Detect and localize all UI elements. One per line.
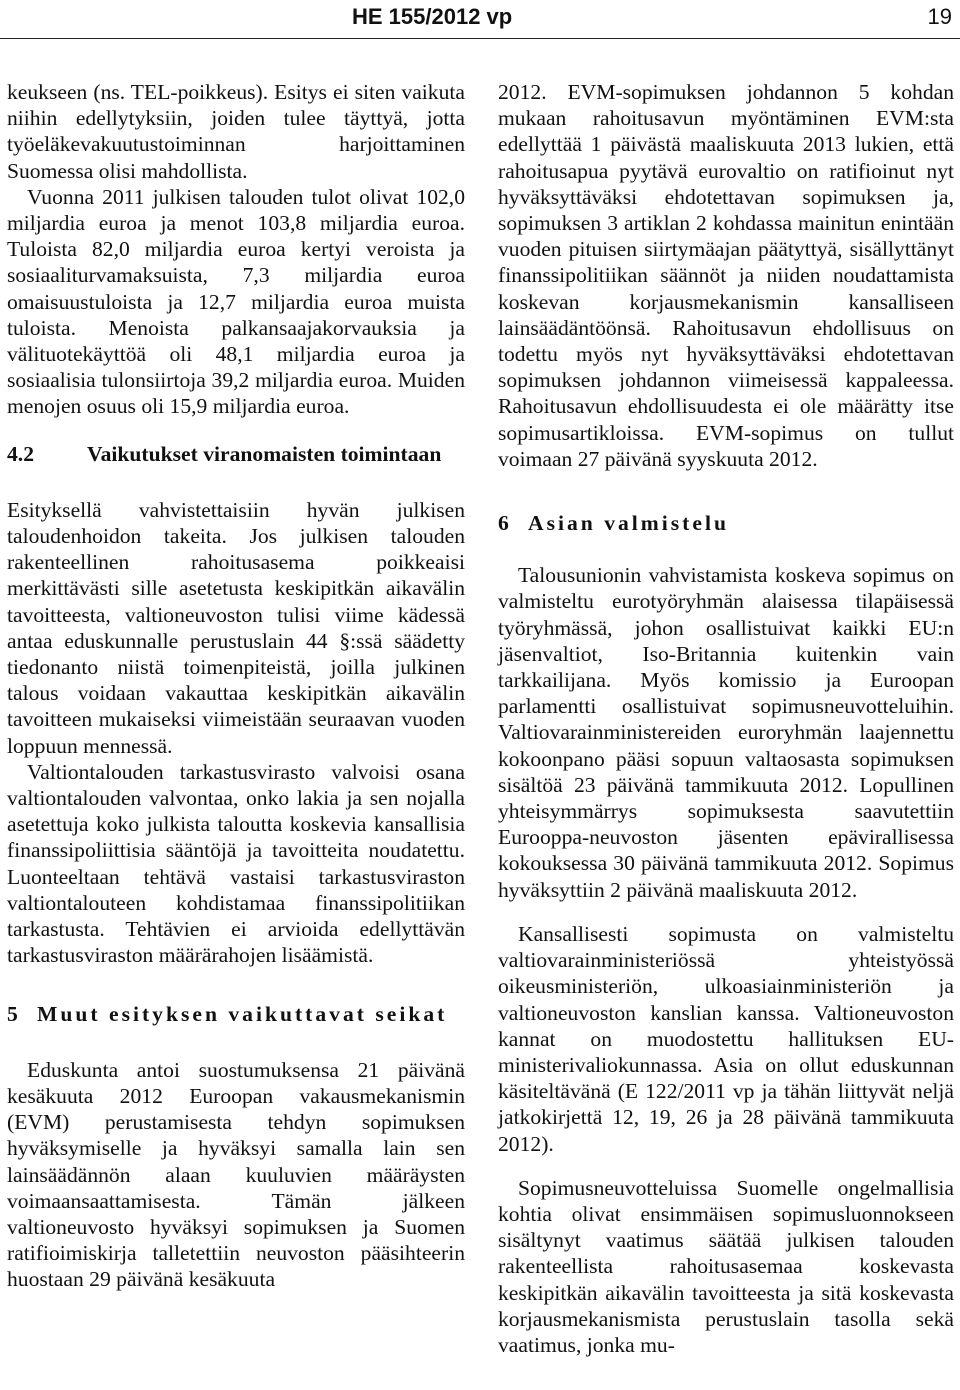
page-header: [0, 2, 960, 39]
paragraph: Vuonna 2011 julkisen talouden tulot olivat 102,0 miljardia euroa ja menot 103,8 miljardia euroa. Tuloista 82,0 miljardia euroa kertyi veroista ja sosiaaliturvamaksuista, 7,3 miljardia euroa omaisuustuloista ja 12,7 miljardia euroa muista tuloista. Menoista palkansaajakorvauksia ja välituotekäyttöä oli 48,1 miljardia euroa ja sosiaalisia tulonsiirtoja 39,2 miljardia euroa. Muiden menojen osuus oli 15,9 miljardia euroa.: [7, 184, 465, 419]
paragraph: keukseen (ns. TEL-poikkeus). Esitys ei siten vaikuta niihin edellytyksiin, joiden tulee täyttyä, jotta työeläkevakuutustoiminnan harjoittaminen Suomessa olisi mahdollista.: [7, 80, 465, 183]
section-number: 6: [498, 511, 509, 536]
section-heading-5: [7, 1001, 465, 1027]
left-column: [7, 79, 465, 1293]
section-title: Muut esityksen vaikuttavat seikat: [37, 1001, 448, 1026]
paragraph: 2012. EVM-sopimuksen johdannon 5 kohdan mukaan rahoitusavun myöntäminen EVM:sta edellyttää 1 päivästä maaliskuuta 2013 lukien, että rahoitusapua pyytävä eurovaltio on ratifioinut nyt hyväksyttäväksi ehdotettavan sopimuksen ja, sopimuksen 3 artiklan 2 kohdassa mainitun enintään vuoden pituisen siirtymäajan päätyttyä, sisällyttänyt finanssipolitiikan säännöt ja niiden noudattamista koskevan korjausmekanismin kansalliseen lainsäädäntöönsä. Rahoitusavun ehdollisuus on todettu myös nyt hyväksyttäväksi ehdotettavan sopimuksen johdannon viimeisessä kappaleessa. Rahoitusavun ehdollisuudesta ei ole määrätty itse sopimusartikloissa. EVM-sopimus on tullut voimaan 27 päivänä syyskuuta 2012.: [498, 80, 954, 471]
page-number: 19: [927, 4, 952, 29]
document-id: HE 155/2012 vp: [352, 4, 513, 29]
paragraph: Sopimusneuvotteluissa Suomelle ongelmallisia kohtia olivat ensimmäisen sopimusluonnokseen sisältynyt vaatimus säätää julkisen talouden rakenteellista rahoitusasemaa koskevasta keskipitkän aikavälin tavoitteesta ja sitä koskevasta korjausmekanismista perustuslain tasolla sekä vaatimus, jonka mu-: [498, 1175, 954, 1357]
paragraph: Kansallisesti sopimusta on valmisteltu valtiovarainministeriössä yhteistyössä oikeusministeriön, ulkoasiainministeriön ja valtioneuvoston kanslian kanssa. Valtioneuvoston kannat on muodostettu hallituksen EU-ministerivaliokunnassa. Asia on ollut eduskunnan käsiteltävänä (E 122/2011 vp ja tähän liittyvät neljä jatkokirjettä 12, 19, 26 ja 28 päivänä tammikuuta 2012).: [498, 921, 954, 1156]
section-title: Vaikutukset viranomaisten toimintaan: [87, 441, 442, 466]
right-column: [498, 79, 954, 1358]
section-number: 5: [7, 1001, 18, 1026]
paragraph: Valtiontalouden tarkastusvirasto valvoisi osana valtiontalouden valvontaa, onko lakia ja sen nojalla asetettuja koko julkista taloutta koskevia kansallisia finanssipoliittisia sääntöjä ja tavoitteita noudatettu. Luonteeltaan tehtävä vastaisi tarkastusviraston valtiontalouteen kohdistamaa finanssipolitiikan tarkastusta. Tehtävien ei arvioida edellyttävän tarkastusviraston määrärahojen lisäämistä.: [7, 759, 465, 968]
section-title: Asian valmistelu: [528, 511, 729, 536]
section-heading-6: [498, 510, 954, 536]
paragraph: Esityksellä vahvistettaisiin hyvän julkisen taloudenhoidon takeita. Jos julkisen talouden rakenteellinen rahoitusasema poikkeaisi merkittävästi sille asetetusta keskipitkän aikavälin tavoitteesta, valtioneuvoston tulisi viime kädessä antaa eduskunnalle perustuslain 44 §:ssä säädetty tiedonanto niistä toimenpiteistä, joilla julkinen talous voidaan vakauttaa keskipitkän aikavälin tavoitteen mukaiseksi viimeistään seuraavan vuoden loppuun mennessä.: [7, 497, 465, 758]
section-heading-4-2: [7, 441, 465, 467]
paragraph: Talousunionin vahvistamista koskeva sopimus on valmisteltu eurotyöryhmän alaisessa tilapäisessä työryhmässä, johon osallistuivat kaikki EU:n jäsenvaltiot, Iso-Britannia kuitenkin vain tarkkailijana. Myös komissio ja Euroopan parlamentti osallistuivat sopimusneuvotteluihin. Valtiovarainministereiden euroryhmän laajennettu kokoonpano pääsi sopuun valtaosasta sopimuksen sisältöä 23 päivänä tammikuuta 2012. Lopullinen yhteisymmärrys sopimuksesta saavutettiin Eurooppa-neuvoston jäsenten epävirallisessa kokouksessa 30 päivänä tammikuuta 2012. Sopimus hyväksyttiin 2 päivänä maaliskuuta 2012.: [498, 563, 954, 902]
section-number: 4.2: [7, 441, 34, 466]
paragraph: Eduskunta antoi suostumuksensa 21 päivänä kesäkuuta 2012 Euroopan vakausmekanismin (EVM) perustamisesta tehdyn sopimuksen hyväksymiselle ja hyväksyi samalla lain sen lainsäädännön alaan kuuluvien määräysten voimaansaattamisesta. Tämän jälkeen valtioneuvosto hyväksyi sopimuksen ja Suomen ratifioimiskirja talletettiin neuvoston pääsihteerin huostaan 29 päivänä kesäkuuta: [7, 1057, 465, 1292]
